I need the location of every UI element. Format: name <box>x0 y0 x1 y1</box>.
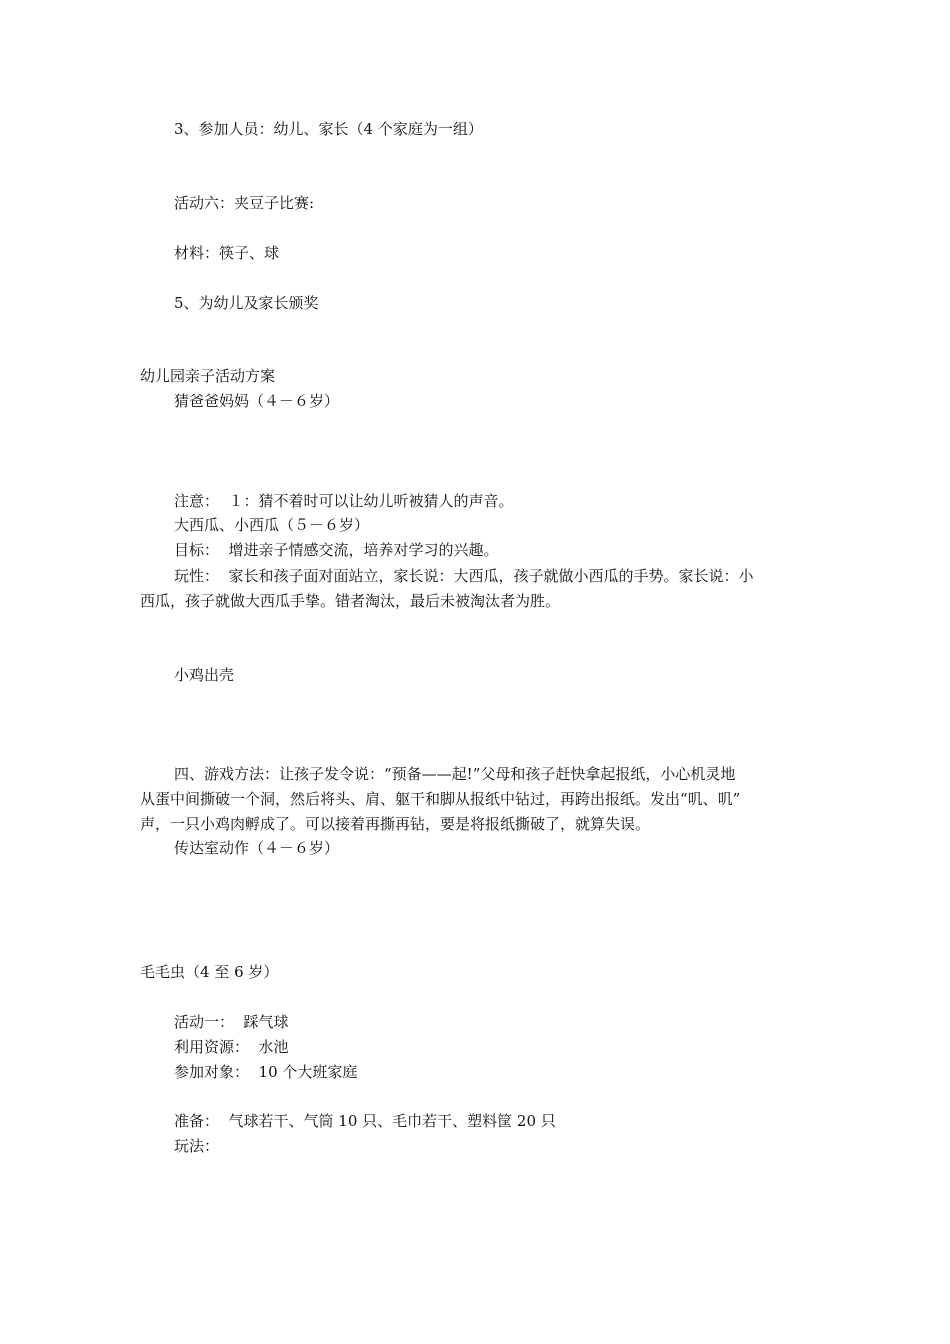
text-line: 5、为幼儿及家长颁奖 <box>174 294 319 312</box>
text-line: 3、参加人员：幼儿、家长（4 个家庭为一组） <box>174 120 483 138</box>
text-line: 准备： 气球若干、气筒 10 只、毛巾若干、塑料筐 20 只 <box>174 1112 556 1130</box>
text-line: 活动一： 踩气球 <box>174 1013 289 1031</box>
text-line: 活动六：夹豆子比赛: <box>174 194 315 212</box>
text-line: 传达室动作（４－６岁） <box>174 839 340 857</box>
section-title: 毛毛虫（4 至 6 岁） <box>140 963 279 981</box>
text-line: 利用资源： 水池 <box>174 1038 289 1056</box>
text-line: 注意： １：猜不着时可以让幼儿听被猜人的声音。 <box>174 492 514 510</box>
text-line: 小鸡出壳 <box>174 666 235 684</box>
text-line: 猜爸爸妈妈（４－６岁） <box>174 392 340 410</box>
text-line: 参加对象： 10 个大班家庭 <box>174 1063 358 1081</box>
text-line: 目标： 增进亲子情感交流，培养对学习的兴趣。 <box>174 541 499 559</box>
text-line: 四、游戏方法：让孩子发令说：“预备——起!”父母和孩子赶快拿起报纸，小心机灵地 <box>174 765 736 783</box>
text-line: 玩法： <box>174 1137 220 1155</box>
text-line: 从蛋中间撕破一个洞，然后将头、肩、躯干和脚从报纸中钻过，再跨出报纸。发出“叽、叽” <box>140 790 741 808</box>
section-title: 幼儿园亲子活动方案 <box>140 367 276 385</box>
text-line: 声，一只小鸡肉孵成了。可以接着再撕再钻，要是将报纸撕破了，就算失误。 <box>140 815 651 833</box>
text-line: 西瓜，孩子就做大西瓜手挚。错者淘汰，最后未被淘汰者为胜。 <box>140 592 561 610</box>
text-line: 大西瓜、小西瓜（５－６岁） <box>174 516 370 534</box>
text-line: 玩性： 家长和孩子面对面站立，家长说：大西瓜，孩子就做小西瓜的手势。家长说：小 <box>174 567 754 585</box>
text-line: 材料：筷子、球 <box>174 244 280 262</box>
